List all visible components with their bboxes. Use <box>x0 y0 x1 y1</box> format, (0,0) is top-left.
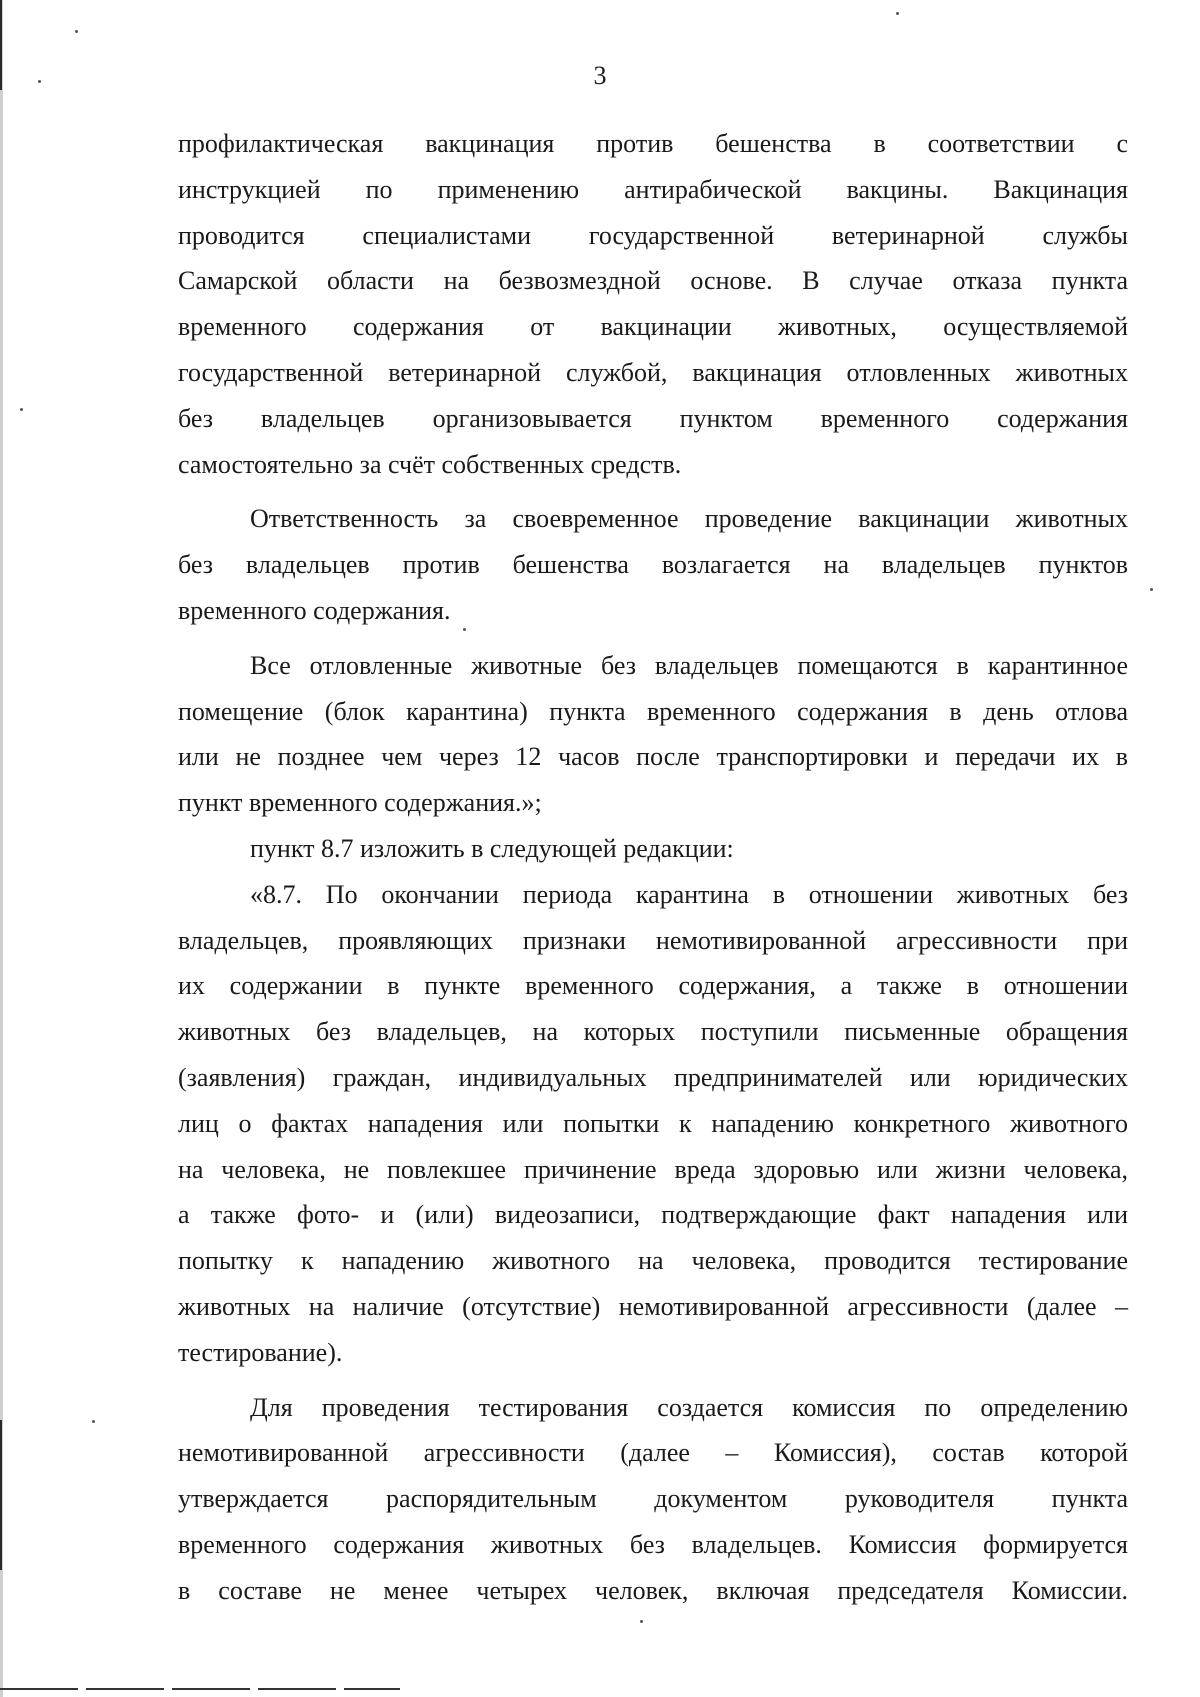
text-line: на человека, не повлекшее причинение вреда здоровью или жизни человека, <box>178 1154 1128 1184</box>
text-line: животных без владельцев, на которых поступили письменные обращения <box>178 1017 1128 1047</box>
text-line: без владельцев организовывается пунктом временного содержания <box>178 403 1128 433</box>
paragraph <box>178 826 1128 872</box>
document-body <box>178 121 1128 1614</box>
text-line: или не позднее чем через 12 часов после транспортировки и передачи их в <box>178 742 1128 772</box>
text-line: тестирование). <box>178 1337 343 1367</box>
text-line: временного содержания. <box>178 595 451 625</box>
text-line: государственной ветеринарной службой, вакцинация отловленных животных <box>178 357 1128 387</box>
paragraph <box>178 121 1128 487</box>
scan-speck <box>38 80 41 83</box>
bottom-rule <box>0 1688 400 1690</box>
text-line: помещение (блок карантина) пункта временного содержания в день отлова <box>178 696 1128 726</box>
scan-speck <box>640 1620 643 1623</box>
text-line: попытку к нападению животного на человека, проводится тестирование <box>178 1246 1128 1276</box>
paragraph <box>178 643 1128 826</box>
scan-speck <box>1150 588 1153 591</box>
paragraph <box>178 1385 1128 1614</box>
scan-speck <box>75 30 78 33</box>
text-line: в составе не менее четырех человек, включая председателя Комиссии. <box>178 1575 1128 1605</box>
text-line: лиц о фактах нападения или попытки к нападению конкретного животного <box>178 1108 1128 1138</box>
page-number: 3 <box>593 61 607 90</box>
text-line: владельцев, проявляющих признаки немотивированной агрессивности при <box>178 925 1128 955</box>
text-line: временного содержания от вакцинации животных, осуществляемой <box>178 312 1128 342</box>
text-line: Все отловленные животные без владельцев помещаются в карантинное <box>250 650 1128 680</box>
text-line: проводится специалистами государственной ветеринарной службы <box>178 220 1128 250</box>
scan-speck <box>463 628 466 631</box>
scan-speck <box>896 12 899 15</box>
text-line: Ответственность за своевременное проведение вакцинации животных <box>250 504 1128 534</box>
text-line: самостоятельно за счёт собственных средств. <box>178 449 682 479</box>
scan-speck <box>92 1420 95 1423</box>
text-line: пункт временного содержания.»; <box>178 788 542 818</box>
text-line: животных на наличие (отсутствие) немотивированной агрессивности (далее – <box>178 1291 1128 1321</box>
paragraph <box>178 496 1128 633</box>
text-line: (заявления) граждан, индивидуальных предпринимателей или юридических <box>178 1062 1128 1092</box>
text-line: немотивированной агрессивности (далее – Комиссия), состав которой <box>178 1438 1128 1468</box>
text-line: пункт 8.7 изложить в следующей редакции: <box>250 833 734 863</box>
scan-edge-mark <box>0 1420 2 1570</box>
text-line: их содержании в пункте временного содержания, а также в отношении <box>178 971 1128 1001</box>
text-line: временного содержания животных без владельцев. Комиссия формируется <box>178 1529 1128 1559</box>
text-line: без владельцев против бешенства возлагается на владельцев пунктов <box>178 550 1128 580</box>
scan-speck <box>20 408 23 411</box>
text-line: Для проведения тестирования создается комиссия по определению <box>250 1392 1128 1422</box>
text-line: а также фото- и (или) видеозаписи, подтверждающие факт нападения или <box>178 1200 1128 1230</box>
text-line: утверждается распорядительным документом руководителя пункта <box>178 1484 1128 1514</box>
text-line: Самарской области на безвозмездной основе. В случае отказа пункта <box>178 266 1128 296</box>
text-line: инструкцией по применению антирабической вакцины. Вакцинация <box>178 174 1128 204</box>
text-line: «8.7. По окончании периода карантина в отношении животных без <box>250 879 1128 909</box>
paragraph <box>178 872 1128 1376</box>
text-line: профилактическая вакцинация против бешенства в соответствии с <box>178 129 1128 158</box>
